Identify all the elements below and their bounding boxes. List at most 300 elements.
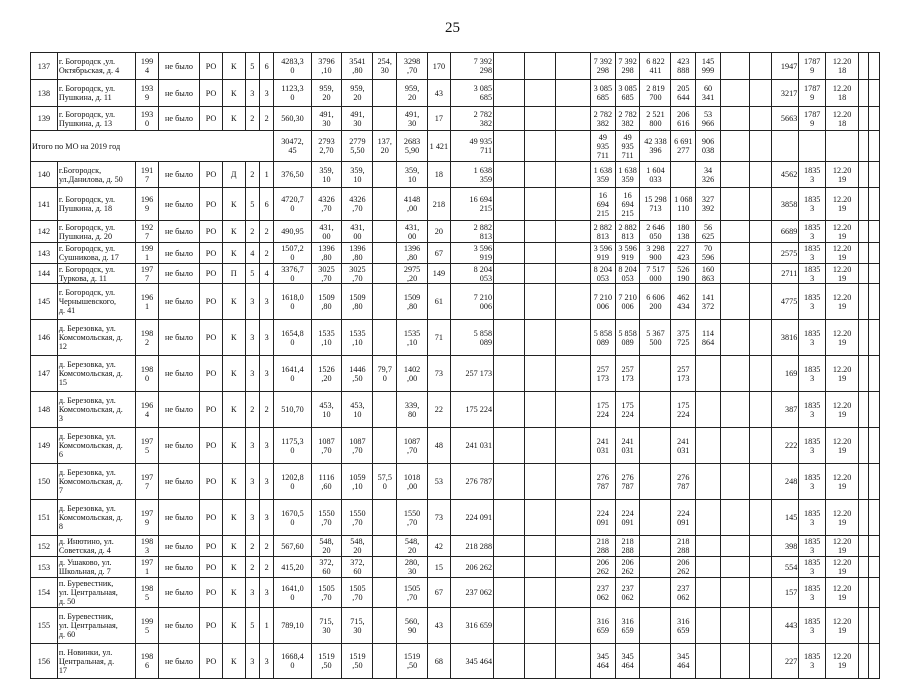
table-cell: 387 [772, 392, 799, 428]
table-cell: 7 392 298 [590, 53, 615, 80]
table-cell: 2 [245, 557, 259, 578]
table-cell: 5 858 089 [450, 320, 493, 356]
table-cell: 491, 30 [397, 107, 428, 131]
table-cell [555, 578, 590, 608]
table-cell: 198 2 [136, 320, 159, 356]
table-cell: 73 [428, 356, 451, 392]
table-cell: 1654,8 0 [274, 320, 311, 356]
table-cell: РО [200, 356, 223, 392]
table-cell [749, 284, 772, 320]
table-cell: 149 [31, 428, 58, 464]
table-cell [524, 356, 555, 392]
table-cell: 12.20 18 [826, 80, 859, 107]
table-cell: 3 [245, 500, 259, 536]
table-cell: 237 062 [450, 578, 493, 608]
table-cell: 2 882 813 [450, 221, 493, 243]
table-row [31, 188, 880, 221]
table-cell [772, 131, 799, 162]
table-cell [494, 53, 525, 80]
table-cell: К [222, 578, 245, 608]
table-cell: РО [200, 578, 223, 608]
table-cell [696, 428, 721, 464]
table-cell: 43 [428, 608, 451, 644]
table-cell [749, 500, 772, 536]
table-cell: 327 392 [696, 188, 721, 221]
table-cell [859, 320, 869, 356]
table-cell: 1550 ,70 [397, 500, 428, 536]
table-cell [373, 557, 397, 578]
table-cell [494, 536, 525, 557]
table-cell [869, 221, 880, 243]
table-cell [869, 264, 880, 284]
table-cell [869, 428, 880, 464]
table-cell: 197 7 [136, 464, 159, 500]
table-cell: не было [158, 464, 199, 500]
table-row [31, 557, 880, 578]
table-cell [524, 320, 555, 356]
table-cell [373, 428, 397, 464]
table-cell: 169 [772, 356, 799, 392]
table-cell: 4720,7 0 [274, 188, 311, 221]
table-row [31, 53, 880, 80]
table-cell: 3376,7 0 [274, 264, 311, 284]
table-cell: 715, 30 [311, 608, 342, 644]
table-cell [869, 464, 880, 500]
table-cell [720, 608, 749, 644]
table-cell: 197 9 [136, 500, 159, 536]
table-cell [696, 500, 721, 536]
table-cell [749, 80, 772, 107]
table-cell: К [222, 500, 245, 536]
table-cell: 3 085 685 [450, 80, 493, 107]
table-cell: 257 173 [671, 356, 696, 392]
table-cell: 30472, 45 [274, 131, 311, 162]
table-cell: 197 1 [136, 557, 159, 578]
table-cell: 345 464 [590, 644, 615, 679]
table-row [31, 80, 880, 107]
table-cell [524, 131, 555, 162]
table-cell: 199 1 [136, 243, 159, 264]
table-cell: 137, 20 [373, 131, 397, 162]
table-cell: 548, 20 [342, 536, 373, 557]
table-cell: 443 [772, 608, 799, 644]
table-cell [494, 221, 525, 243]
table-cell: 3298 ,70 [397, 53, 428, 80]
table-cell: 218 288 [450, 536, 493, 557]
table-cell [671, 162, 696, 188]
table-cell: 12.20 19 [826, 320, 859, 356]
table-cell [373, 644, 397, 679]
table-cell: 3 [259, 320, 273, 356]
table-cell [373, 264, 397, 284]
table-cell: 1509 ,80 [311, 284, 342, 320]
table-cell: 2 [245, 162, 259, 188]
table-cell [859, 356, 869, 392]
table-cell [373, 284, 397, 320]
table-cell [869, 162, 880, 188]
table-cell [696, 557, 721, 578]
table-cell: 199 4 [136, 53, 159, 80]
table-cell: 906 038 [696, 131, 721, 162]
table-row [31, 500, 880, 536]
table-cell: 1519 ,50 [342, 644, 373, 679]
table-cell: 5 [245, 53, 259, 80]
table-cell: 3 085 685 [615, 80, 640, 107]
table-cell [869, 536, 880, 557]
table-cell: 241 031 [671, 428, 696, 464]
table-cell: 453, 10 [342, 392, 373, 428]
table-cell: 206 262 [615, 557, 640, 578]
table-row [31, 264, 880, 284]
table-cell [749, 320, 772, 356]
table-cell: 224 091 [671, 500, 696, 536]
table-cell: 7 517 000 [640, 264, 671, 284]
table-cell: 198 0 [136, 356, 159, 392]
table-cell [859, 80, 869, 107]
table-cell [494, 578, 525, 608]
table-cell: г. Богородск, ул. Туркова, д. 11 [57, 264, 135, 284]
table-cell: 1835 3 [799, 284, 826, 320]
table-cell: 3 [259, 500, 273, 536]
table-cell [720, 188, 749, 221]
table-cell: 114 864 [696, 320, 721, 356]
table-cell: 151 [31, 500, 58, 536]
table-cell: РО [200, 188, 223, 221]
table-cell: 1835 3 [799, 578, 826, 608]
table-cell [494, 320, 525, 356]
table-cell: 153 [31, 557, 58, 578]
table-cell: 152 [31, 536, 58, 557]
table-cell: 372, 60 [311, 557, 342, 578]
table-cell [494, 356, 525, 392]
table-cell: 1670,5 0 [274, 500, 311, 536]
table-cell: 1835 3 [799, 320, 826, 356]
table-cell: 154 [31, 578, 58, 608]
table-cell: 1835 3 [799, 557, 826, 578]
table-cell: 60 341 [696, 80, 721, 107]
table-cell: 345 464 [615, 644, 640, 679]
table-cell: 3 [259, 464, 273, 500]
table-cell: 1 638 359 [590, 162, 615, 188]
table-cell [869, 644, 880, 679]
table-cell: 141 [31, 188, 58, 221]
table-cell [494, 644, 525, 679]
table-cell [859, 264, 869, 284]
table-cell: не было [158, 608, 199, 644]
table-cell [373, 608, 397, 644]
table-cell: 8 204 053 [615, 264, 640, 284]
table-cell: 7 392 298 [450, 53, 493, 80]
table-cell: 1641,4 0 [274, 356, 311, 392]
table-cell: 70 596 [696, 243, 721, 264]
table-row [31, 644, 880, 679]
table-cell: 193 9 [136, 80, 159, 107]
table-cell: 789,10 [274, 608, 311, 644]
table-cell [749, 644, 772, 679]
table-cell: 3796 ,10 [311, 53, 342, 80]
table-cell: 12.20 19 [826, 243, 859, 264]
table-cell [373, 80, 397, 107]
table-cell [494, 131, 525, 162]
table-cell: РО [200, 221, 223, 243]
table-cell: 4283,3 0 [274, 53, 311, 80]
table-cell: не было [158, 80, 199, 107]
table-cell [696, 644, 721, 679]
table-cell: 1396 ,80 [342, 243, 373, 264]
table-cell: 198 3 [136, 536, 159, 557]
table-cell: 316 659 [450, 608, 493, 644]
table-cell: 359, 10 [342, 162, 373, 188]
table-cell: 18 [428, 162, 451, 188]
table-row [31, 536, 880, 557]
table-cell: 170 [428, 53, 451, 80]
table-cell [555, 320, 590, 356]
table-cell: 1507,2 0 [274, 243, 311, 264]
table-cell: РО [200, 536, 223, 557]
table-cell: 222 [772, 428, 799, 464]
table-cell: 4 [245, 243, 259, 264]
table-cell: 218 [428, 188, 451, 221]
table-cell [859, 107, 869, 131]
table-cell: не было [158, 264, 199, 284]
table-cell [859, 428, 869, 464]
table-cell: г. Богородск, ул. Пушкина, д. 20 [57, 221, 135, 243]
table-cell [749, 243, 772, 264]
table-cell [494, 264, 525, 284]
table-cell: 61 [428, 284, 451, 320]
table-cell: 1446 ,50 [342, 356, 373, 392]
table-cell [555, 464, 590, 500]
table-cell: п. Новинки, ул. Центральная, д. 17 [57, 644, 135, 679]
table-cell: 431, 00 [397, 221, 428, 243]
table-cell: 254, 30 [373, 53, 397, 80]
table-cell: 1519 ,50 [397, 644, 428, 679]
table-cell: 141 372 [696, 284, 721, 320]
table-cell: К [222, 644, 245, 679]
table-cell: 345 464 [671, 644, 696, 679]
table-cell: 3541 ,80 [342, 53, 373, 80]
table-cell [720, 320, 749, 356]
table-cell: 6 [259, 188, 273, 221]
table-cell: 1116 ,60 [311, 464, 342, 500]
table-cell: РО [200, 264, 223, 284]
table-cell [524, 53, 555, 80]
table-cell: г. Богородск, ул. Чернышевского, д. 41 [57, 284, 135, 320]
table-cell: 8 204 053 [590, 264, 615, 284]
table-cell [869, 392, 880, 428]
table-cell: 2 782 382 [590, 107, 615, 131]
table-cell: д. Березовка, ул. Комсомольская, д. 15 [57, 356, 135, 392]
table-cell: 2975 ,20 [397, 264, 428, 284]
table-cell [749, 392, 772, 428]
page-number: 25 [445, 20, 460, 36]
table-cell: 218 288 [615, 536, 640, 557]
table-cell [555, 557, 590, 578]
table-cell [555, 131, 590, 162]
table-cell [373, 162, 397, 188]
table-cell: 155 [31, 608, 58, 644]
table-cell: 6 691 277 [671, 131, 696, 162]
table-cell: 4326 ,70 [342, 188, 373, 221]
table-cell: 12.20 19 [826, 284, 859, 320]
table-cell [859, 536, 869, 557]
table-cell [720, 243, 749, 264]
table-cell [555, 356, 590, 392]
table-cell: 138 [31, 80, 58, 107]
table-row [31, 243, 880, 264]
table-cell [720, 428, 749, 464]
table-cell: 205 644 [671, 80, 696, 107]
table-cell: К [222, 536, 245, 557]
table-cell [524, 221, 555, 243]
table-cell: 197 5 [136, 428, 159, 464]
table-cell: 150 [31, 464, 58, 500]
table-cell: не было [158, 53, 199, 80]
table-cell [696, 608, 721, 644]
table-cell: 237 062 [615, 578, 640, 608]
table-cell [524, 557, 555, 578]
table-cell: 199 5 [136, 608, 159, 644]
table-cell: 206 262 [450, 557, 493, 578]
table-cell [826, 131, 859, 162]
table-cell: 8 204 053 [450, 264, 493, 284]
table-cell: 1519 ,50 [311, 644, 342, 679]
table-cell [869, 608, 880, 644]
table-cell [859, 500, 869, 536]
table-cell: 3 [245, 428, 259, 464]
table-cell [373, 243, 397, 264]
table-cell: Итого по МО на 2019 год [31, 131, 274, 162]
table-cell: 3 [259, 284, 273, 320]
table-row [31, 320, 880, 356]
table-cell: К [222, 53, 245, 80]
table-cell: К [222, 243, 245, 264]
table-cell: 3 [245, 80, 259, 107]
table-cell: К [222, 188, 245, 221]
table-cell: 453, 10 [311, 392, 342, 428]
table-cell [749, 221, 772, 243]
table-row [31, 284, 880, 320]
table-cell: 1 638 359 [450, 162, 493, 188]
table-cell: д. Инютино, ул. Советская, д. 4 [57, 536, 135, 557]
table-cell: К [222, 557, 245, 578]
table-cell [555, 500, 590, 536]
table-cell: 431, 00 [342, 221, 373, 243]
table-cell: 42 338 396 [640, 131, 671, 162]
table-cell [555, 243, 590, 264]
table-cell: 144 [31, 264, 58, 284]
table-cell [555, 608, 590, 644]
table-cell [859, 162, 869, 188]
table-cell [524, 428, 555, 464]
table-cell: 1505 ,70 [311, 578, 342, 608]
table-row [31, 464, 880, 500]
table-cell: д. Березовка, ул. Комсомольская, д. 3 [57, 392, 135, 428]
table-cell [494, 608, 525, 644]
table-cell: 157 [772, 578, 799, 608]
table-cell: П [222, 264, 245, 284]
table-cell: 79,7 0 [373, 356, 397, 392]
table-cell [720, 162, 749, 188]
table-cell: 2683 5,90 [397, 131, 428, 162]
table-cell [555, 536, 590, 557]
table-cell: РО [200, 243, 223, 264]
table-cell: 224 091 [615, 500, 640, 536]
table-cell: 1059 ,10 [342, 464, 373, 500]
table-cell [373, 392, 397, 428]
table-cell: 12.20 19 [826, 428, 859, 464]
table-cell: 3025 ,70 [311, 264, 342, 284]
table-cell: не было [158, 188, 199, 221]
table-cell: 3025 ,70 [342, 264, 373, 284]
table-cell: 280, 30 [397, 557, 428, 578]
table-cell: 1787 9 [799, 80, 826, 107]
table-cell: 175 224 [590, 392, 615, 428]
table-cell: д. Березовка, ул. Комсомольская, д. 12 [57, 320, 135, 356]
table-cell: 206 262 [671, 557, 696, 578]
table-cell: 2 [245, 107, 259, 131]
table-row [31, 162, 880, 188]
table-cell: 198 6 [136, 644, 159, 679]
table-cell: 359, 10 [311, 162, 342, 188]
table-cell [696, 356, 721, 392]
table-cell [524, 80, 555, 107]
table-cell: 57,5 0 [373, 464, 397, 500]
table-cell [555, 264, 590, 284]
table-cell: 510,70 [274, 392, 311, 428]
table-cell: 49 935 711 [590, 131, 615, 162]
table-cell: 2 [259, 243, 273, 264]
table-cell [720, 131, 749, 162]
table-cell: 1835 3 [799, 500, 826, 536]
table-cell: не было [158, 392, 199, 428]
table-cell: 3 596 919 [615, 243, 640, 264]
table-cell: 206 262 [590, 557, 615, 578]
table-cell [696, 464, 721, 500]
table-cell: 3 [245, 464, 259, 500]
table-cell [524, 644, 555, 679]
table-cell: 16 694 215 [615, 188, 640, 221]
table-cell: 1641,0 0 [274, 578, 311, 608]
table-cell: 16 694 215 [590, 188, 615, 221]
table-cell: 5 367 500 [640, 320, 671, 356]
table-cell: 1509 ,80 [397, 284, 428, 320]
table-cell [524, 500, 555, 536]
table-cell [494, 162, 525, 188]
table-cell: 5 [245, 264, 259, 284]
table-cell [524, 284, 555, 320]
table-cell: 1550 ,70 [342, 500, 373, 536]
table-cell: 218 288 [671, 536, 696, 557]
table-cell: 5 [245, 188, 259, 221]
table-cell: 2 [245, 221, 259, 243]
table-cell [859, 53, 869, 80]
table-cell: 276 787 [671, 464, 696, 500]
table-cell: 7 210 006 [450, 284, 493, 320]
table-cell: 137 [31, 53, 58, 80]
table-cell: 4148 ,00 [397, 188, 428, 221]
table-cell [494, 284, 525, 320]
table-cell [640, 557, 671, 578]
table-cell [859, 557, 869, 578]
table-cell: д. Березовка, ул. Комсомольская, д. 6 [57, 428, 135, 464]
table-cell: г. Богородск ,ул. Октябрьская, д. 4 [57, 53, 135, 80]
table-cell [494, 188, 525, 221]
table-cell: 237 062 [590, 578, 615, 608]
table-cell: К [222, 80, 245, 107]
housing-repair-table [30, 52, 880, 679]
table-cell: 3 [259, 578, 273, 608]
